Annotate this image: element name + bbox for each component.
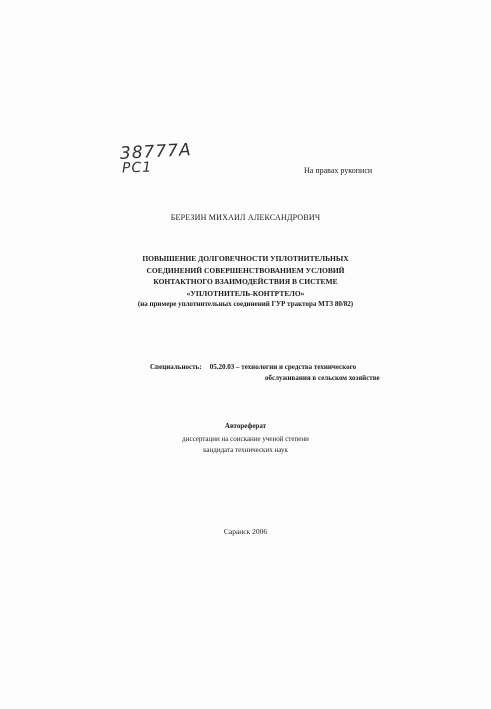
specialty-block xyxy=(150,362,380,384)
specialty-line-1 xyxy=(150,362,380,373)
abstract-line-1: диссертации на соискание ученой степени xyxy=(182,435,309,443)
specialty-line-2: обслуживания в сельском хозяйстве xyxy=(265,374,380,382)
title-line: «УПЛОТНИТЕЛЬ-КОНТРТЕЛО» xyxy=(186,288,305,298)
place-year: Саранск 2006 xyxy=(223,527,268,536)
specialty-label: Специальность: xyxy=(150,363,202,371)
dissertation-subtitle: (на примере уплотнительных соединений ГУР трактора МТЗ 80/82) xyxy=(137,300,354,308)
rights-note: На правах рукописи xyxy=(304,166,373,175)
title-line: СОЕДИНЕНИЙ СОВЕРШЕНСТВОВАНИЕМ УСЛОВИЙ xyxy=(146,265,345,275)
dissertation-title xyxy=(100,253,391,299)
handwritten-number: 38777A xyxy=(119,140,193,164)
author-name: БЕРЕЗИН МИХАИЛ АЛЕКСАНДРОВИЧ xyxy=(170,213,321,222)
title-line: КОНТАКТНОГО ВЗАИМОДЕЙСТВИЯ В СИСТЕМЕ xyxy=(153,277,338,286)
abstract-heading: Автореферат xyxy=(224,422,267,430)
title-line: ПОВЫШЕНИЕ ДОЛГОВЕЧНОСТИ УПЛОТНИТЕЛЬНЫХ xyxy=(142,254,349,263)
handwritten-mark: РС1 xyxy=(121,159,153,177)
specialty-code: 05.20.03 – технологии и средства технического xyxy=(209,363,357,371)
abstract-line-2: кандидата технических наук xyxy=(203,446,288,454)
abstract-block xyxy=(0,421,491,456)
